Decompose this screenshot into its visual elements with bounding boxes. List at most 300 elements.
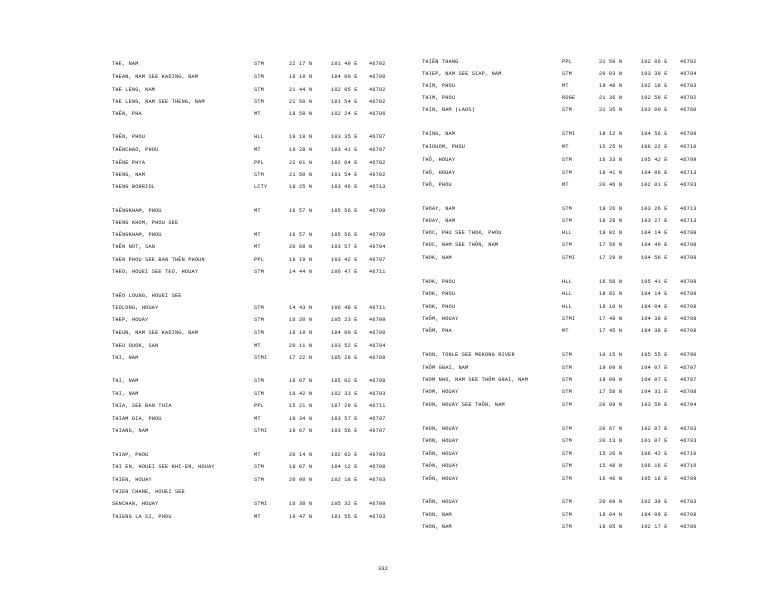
sheet-code: 46706 [369,111,386,117]
feature-type: STM [254,464,264,470]
longitude: 102 05 E [331,87,358,93]
longitude: 104 00 E [331,330,358,336]
feature-type: STM [254,269,264,275]
longitude: 102 58 E [641,95,668,101]
entry-name: THÔ, HOUAY [422,157,456,163]
latitude: 16 57 N [289,232,313,238]
latitude: 18 02 N [599,291,623,297]
longitude: 105 23 E [331,317,358,323]
entry-name: THI, NAM [112,355,139,361]
sheet-code: 46709 [680,476,697,482]
latitude: 19 34 N [289,416,313,422]
longitude: 103 26 E [641,206,668,212]
feature-type: STM [562,463,572,469]
entry-name: THÊO LOUNG, HOUEI SEE [112,293,182,299]
longitude: 104 07 E [641,365,668,371]
sheet-code: 46707 [680,377,697,383]
latitude: 18 58 N [289,111,313,117]
feature-type: STMI [562,255,576,261]
sheet-code: 46704 [369,343,386,349]
entry-name: THE LENG, NAM [112,87,156,93]
longitude: 105 28 E [331,355,358,361]
feature-type: MT [562,83,569,89]
sheet-code: 46704 [680,402,697,408]
feature-type: HLL [562,304,572,310]
sheet-code: 46703 [369,391,386,397]
entry-name: TEOLONG, HOUAY [112,305,159,311]
feature-type: RDGE [562,95,576,101]
latitude: 20 11 N [289,343,313,349]
sheet-code: 46709 [369,208,386,214]
sheet-code: 46713 [369,184,386,190]
sheet-code: 46709 [680,157,697,163]
longitude: 104 00 E [331,74,358,80]
sheet-code: 46708 [369,464,386,470]
longitude: 104 56 E [641,255,668,261]
entry-name: THOK, PHOU [422,291,456,297]
longitude: 102 07 E [641,426,668,432]
latitude: 21 59 N [599,59,623,65]
latitude: 18 25 N [289,184,313,190]
longitude: 102 39 E [641,499,668,505]
feature-type: PPL [254,257,264,263]
longitude: 104 09 E [641,512,668,518]
right-gazetteer-column [422,0,776,600]
feature-type: STMI [254,501,268,507]
latitude: 21 50 N [289,99,313,105]
entry-name: THIANG, NAM [112,428,149,434]
sheet-code: 46706 [680,524,697,530]
latitude: 14 44 N [289,269,313,275]
entry-name: THON, HOUAY [422,438,459,444]
latitude: 17 29 N [599,255,623,261]
longitude: 105 32 E [331,501,358,507]
latitude: 16 46 N [599,476,623,482]
entry-name: THING, NAM [422,131,456,137]
sheet-code: 46708 [680,512,697,518]
latitude: 19 09 N [599,377,623,383]
entry-name: THÊNCHAO, PHOU [112,147,159,153]
longitude: 105 42 E [641,157,668,163]
feature-type: LCTY [254,184,268,190]
entry-name: SENCHAN, HOUAY [112,501,159,507]
entry-name: THÔN, HOUAY [422,476,459,482]
entry-name: THON, HOUAY [422,426,459,432]
entry-name: THÔ, HOUAY [422,170,456,176]
longitude: 105 16 E [641,476,668,482]
entry-name: THEUN, NAM SEE KADING, NAM [112,330,199,336]
entry-name: THÊNGKHAM, PHOU [112,208,162,214]
latitude: 18 05 N [599,524,623,530]
feature-type: MT [254,416,261,422]
latitude: 17 22 N [289,355,313,361]
latitude: 14 43 N [289,305,313,311]
feature-type: MT [562,328,569,334]
feature-type: STM [562,476,572,482]
feature-type: STM [562,352,572,358]
latitude: 16 38 N [289,501,313,507]
longitude: 102 01 E [641,182,668,188]
longitude: 103 46 E [331,184,358,190]
longitude: 103 00 E [641,107,668,113]
entry-name: THIA, SEE BAN THIA [112,403,172,409]
sheet-code: 46708 [680,304,697,310]
entry-name: THENG, NAM [112,172,146,178]
sheet-code: 46702 [680,95,697,101]
longitude: 104 56 E [641,131,668,137]
sheet-code: 46703 [680,83,697,89]
feature-type: STM [254,172,264,178]
sheet-code: 46709 [369,317,386,323]
longitude: 102 18 E [641,83,668,89]
sheet-code: 46703 [680,499,697,505]
sheet-code: 46700 [680,107,697,113]
feature-type: PPL [254,403,264,409]
longitude: 101 54 E [331,99,358,105]
entry-name: THIN, NAM (LAOS) [422,107,476,113]
feature-type: STM [562,512,572,518]
sheet-code: 46703 [369,514,386,520]
feature-type: STM [254,61,264,67]
latitude: 17 58 N [599,389,623,395]
feature-type: MT [254,514,261,520]
feature-type: STM [254,317,264,323]
latitude: 19 18 N [289,134,313,140]
entry-name: THIOUOM, PHOU [422,144,466,150]
latitude: 21 35 N [599,107,623,113]
longitude: 104 14 E [641,230,668,236]
latitude: 19 42 N [289,391,313,397]
latitude: 20 14 N [289,452,313,458]
sheet-code: 46703 [680,438,697,444]
longitude: 101 49 E [331,61,358,67]
latitude: 18 19 N [289,74,313,80]
longitude: 103 42 E [331,257,358,263]
latitude: 18 41 N [599,170,623,176]
longitude: 102 33 E [331,391,358,397]
feature-type: HLL [254,134,264,140]
entry-name: THÊNGKHAM, PHOU [112,232,162,238]
feature-type: STM [562,438,572,444]
latitude: 18 10 N [599,304,623,310]
entry-name: THOAY, NAM [422,218,456,224]
longitude: 104 04 E [641,304,668,310]
feature-type: PPL [562,59,572,65]
longitude: 104 31 E [641,389,668,395]
entry-name: THÔN, HOUAY [422,499,459,505]
latitude: 15 20 N [599,451,623,457]
longitude: 101 07 E [641,438,668,444]
sheet-code: 46700 [680,352,697,358]
latitude: 20 08 N [599,402,623,408]
feature-type: STM [562,242,572,248]
entry-name: THOK, PHOU [422,279,456,285]
sheet-code: 46708 [680,389,697,395]
sheet-code: 46713 [680,206,697,212]
longitude: 104 07 E [641,377,668,383]
latitude: 20 46 N [599,182,623,188]
feature-type: STM [562,206,572,212]
latitude: 20 13 N [599,438,623,444]
longitude: 103 35 E [331,134,358,140]
sheet-code: 46707 [369,134,386,140]
sheet-code: 46703 [680,426,697,432]
longitude: 103 52 E [331,343,358,349]
latitude: 22 01 N [289,160,313,166]
latitude: 18 04 N [599,512,623,518]
sheet-code: 46710 [680,144,697,150]
longitude: 104 38 E [641,328,668,334]
feature-type: STM [562,524,572,530]
longitude: 103 41 E [331,147,358,153]
sheet-code: 46702 [369,160,386,166]
feature-type: STMI [562,131,576,137]
longitude: 102 06 E [641,59,668,65]
longitude: 103 57 E [331,416,358,422]
feature-type: MT [254,452,261,458]
entry-name: THÔ, PHOU [422,182,452,188]
feature-type: STM [562,377,572,383]
latitude: 19 09 N [599,365,623,371]
sheet-code: 46703 [680,182,697,188]
latitude: 20 00 N [289,477,313,483]
sheet-code: 46708 [680,131,697,137]
longitude: 103 59 E [641,402,668,408]
entry-name: THOK, NAM [422,255,452,261]
latitude: 18 12 N [599,131,623,137]
longitude: 102 04 E [331,160,358,166]
latitude: 20 09 N [289,244,313,250]
feature-type: STM [562,71,572,77]
entry-name: THÊN NOT, SAN [112,244,156,250]
sheet-code: 46708 [369,378,386,384]
entry-name: THOC, PHU SEE THOK, PHOU [422,230,502,236]
entry-name: THI EN, HOUEI SEE KHI-EN, HOUAY [112,464,215,470]
sheet-code: 46708 [680,328,697,334]
latitude: 18 07 N [289,378,313,384]
longitude: 104 06 E [641,170,668,176]
latitude: 19 28 N [289,147,313,153]
sheet-code: 46709 [369,232,386,238]
entry-name: THÔM, HOUAY [422,316,459,322]
feature-type: STM [562,451,572,457]
feature-type: STM [562,170,572,176]
sheet-code: 46708 [680,291,697,297]
feature-type: STM [562,107,572,113]
sheet-code: 46710 [680,463,697,469]
longitude: 101 55 E [331,514,358,520]
sheet-code: 46708 [369,355,386,361]
feature-type: STMI [254,355,268,361]
latitude: 15 25 N [599,144,623,150]
latitude: 22 17 N [289,61,313,67]
entry-name: THI, NAM [112,378,139,384]
longitude: 104 49 E [641,242,668,248]
entry-name: THIEN CHANE, HOUEI SEE [112,489,185,495]
entry-name: THOC, NAM SEE THÔN, NAM [422,242,499,248]
entry-name: THE LENG, NAM SEE THENG, NAM [112,99,205,105]
feature-type: STM [254,477,264,483]
longitude: 105 56 E [331,232,358,238]
feature-type: STM [254,330,264,336]
longitude: 103 56 E [331,428,358,434]
latitude: 17 56 N [599,242,623,248]
latitude: 16 57 N [289,208,313,214]
entry-name: THEO, HOUEI SEE TEO, HOUAY [112,269,199,275]
latitude: 16 20 N [289,317,313,323]
feature-type: HLL [562,230,572,236]
sheet-code: 46707 [369,147,386,153]
feature-type: HLL [562,279,572,285]
entry-name: THOM NHO, NAM SEE THÔM GNAI, NAM [422,377,529,383]
sheet-code: 46710 [680,451,697,457]
sheet-code: 46700 [369,74,386,80]
entry-name: THEP, HOUAY [112,317,149,323]
entry-name: THIÊN THANG [422,59,459,65]
feature-type: STM [562,499,572,505]
longitude: 105 55 E [641,352,668,358]
feature-type: MT [562,144,569,150]
feature-type: STM [562,157,572,163]
latitude: 20 03 N [599,71,623,77]
longitude: 104 38 E [641,316,668,322]
entry-name: THOM, HOUAY [422,389,459,395]
longitude: 103 57 E [331,244,358,250]
longitude: 106 16 E [641,463,668,469]
entry-name: THIM, PHOU [422,83,456,89]
sheet-code: 46709 [680,279,697,285]
sheet-code: 46709 [369,501,386,507]
longitude: 106 22 E [641,144,668,150]
entry-name: THÊNE PHYA [112,160,146,166]
entry-name: THON, NAM [422,512,452,518]
entry-name: THON, HOUAY SEE THÔN, NAM [422,402,505,408]
entry-name: THOAY, NAM [422,206,456,212]
sheet-code: 46707 [369,257,386,263]
latitude: 20 09 N [599,499,623,505]
latitude: 10 15 N [599,352,623,358]
feature-type: HLL [562,291,572,297]
feature-type: STM [254,74,264,80]
feature-type: MT [254,244,261,250]
entry-name: THIEN, HOUAY [112,477,152,483]
feature-type: STM [562,426,572,432]
sheet-code: 46702 [680,59,697,65]
entry-name: THOK, PHOU [422,304,456,310]
longitude: 102 17 E [641,524,668,530]
feature-type: MT [254,208,261,214]
longitude: 102 02 E [331,452,358,458]
longitude: 105 02 E [331,378,358,384]
entry-name: THIM, PHOU [422,95,456,101]
longitude: 104 14 E [641,291,668,297]
entry-name: THI, NAM [112,391,139,397]
entry-name: THÔM, PHA [422,328,452,334]
sheet-code: 46703 [369,477,386,483]
feature-type: STM [562,365,572,371]
latitude: 16 50 N [599,279,623,285]
sheet-code: 46708 [680,255,697,261]
feature-type: MT [254,111,261,117]
latitude: 21 50 N [289,172,313,178]
sheet-code: 46707 [680,365,697,371]
latitude: 18 07 N [289,464,313,470]
latitude: 18 02 N [599,230,623,236]
latitude: 15 48 N [599,463,623,469]
entry-name: THÊN, PHA [112,111,142,117]
feature-type: STM [254,87,264,93]
entry-name: THIENG LA SI, PHOU [112,514,172,520]
feature-type: STM [562,218,572,224]
entry-name: THÊN, PHOU [112,134,146,140]
longitude: 102 18 E [331,477,358,483]
feature-type: MT [254,147,261,153]
longitude: 103 27 E [641,218,668,224]
feature-type: STM [254,99,264,105]
sheet-code: 46702 [369,99,386,105]
sheet-code: 46711 [369,403,386,409]
feature-type: MT [254,343,261,349]
sheet-code: 46704 [369,244,386,250]
entry-name: THEN PHOU SEE BAN THÊN PHOUN [112,257,205,263]
longitude: 106 48 E [331,305,358,311]
latitude: 18 26 N [599,206,623,212]
longitude: 101 54 E [331,172,358,178]
feature-type: PPL [254,160,264,166]
entry-name: THIAP, PHOU [112,452,149,458]
latitude: 19 48 N [599,83,623,89]
latitude: 18 19 N [289,330,313,336]
sheet-code: 46708 [680,242,697,248]
sheet-code: 46707 [369,428,386,434]
longitude: 106 42 E [641,451,668,457]
sheet-code: 46704 [680,71,697,77]
feature-type: MT [562,182,569,188]
latitude: 18 28 N [599,218,623,224]
sheet-code: 46713 [680,170,697,176]
latitude: 17 48 N [599,316,623,322]
feature-type: STMI [562,316,576,322]
longitude: 105 41 E [641,279,668,285]
latitude: 21 36 N [599,95,623,101]
longitude: 107 29 E [331,403,358,409]
latitude: 17 45 N [599,328,623,334]
latitude: 21 44 N [289,87,313,93]
entry-name: THÔM GNAI, NAM [422,365,469,371]
feature-type: STM [562,402,572,408]
sheet-code: 46707 [369,416,386,422]
entry-name: THIAM GIA, PHOU [112,416,162,422]
latitude: 19 19 N [289,257,313,263]
longitude: 105 56 E [331,208,358,214]
latitude: 20 07 N [599,426,623,432]
sheet-code: 46708 [680,316,697,322]
feature-type: STM [254,378,264,384]
sheet-code: 46702 [369,87,386,93]
longitude: 102 24 E [331,111,358,117]
sheet-code: 46711 [369,305,386,311]
entry-name: THEU OUOK, SAN [112,343,159,349]
latitude: 19 47 N [289,514,313,520]
entry-name: THON, NAM [422,524,452,530]
entry-name: THENG KHOM, PHOU SEE [112,220,179,226]
longitude: 104 12 E [331,464,358,470]
sheet-code: 46713 [680,218,697,224]
sheet-code: 46711 [369,269,386,275]
left-gazetteer-column [112,0,472,600]
feature-type: STM [254,391,264,397]
entry-name: THÔN, HOUAY [422,451,459,457]
